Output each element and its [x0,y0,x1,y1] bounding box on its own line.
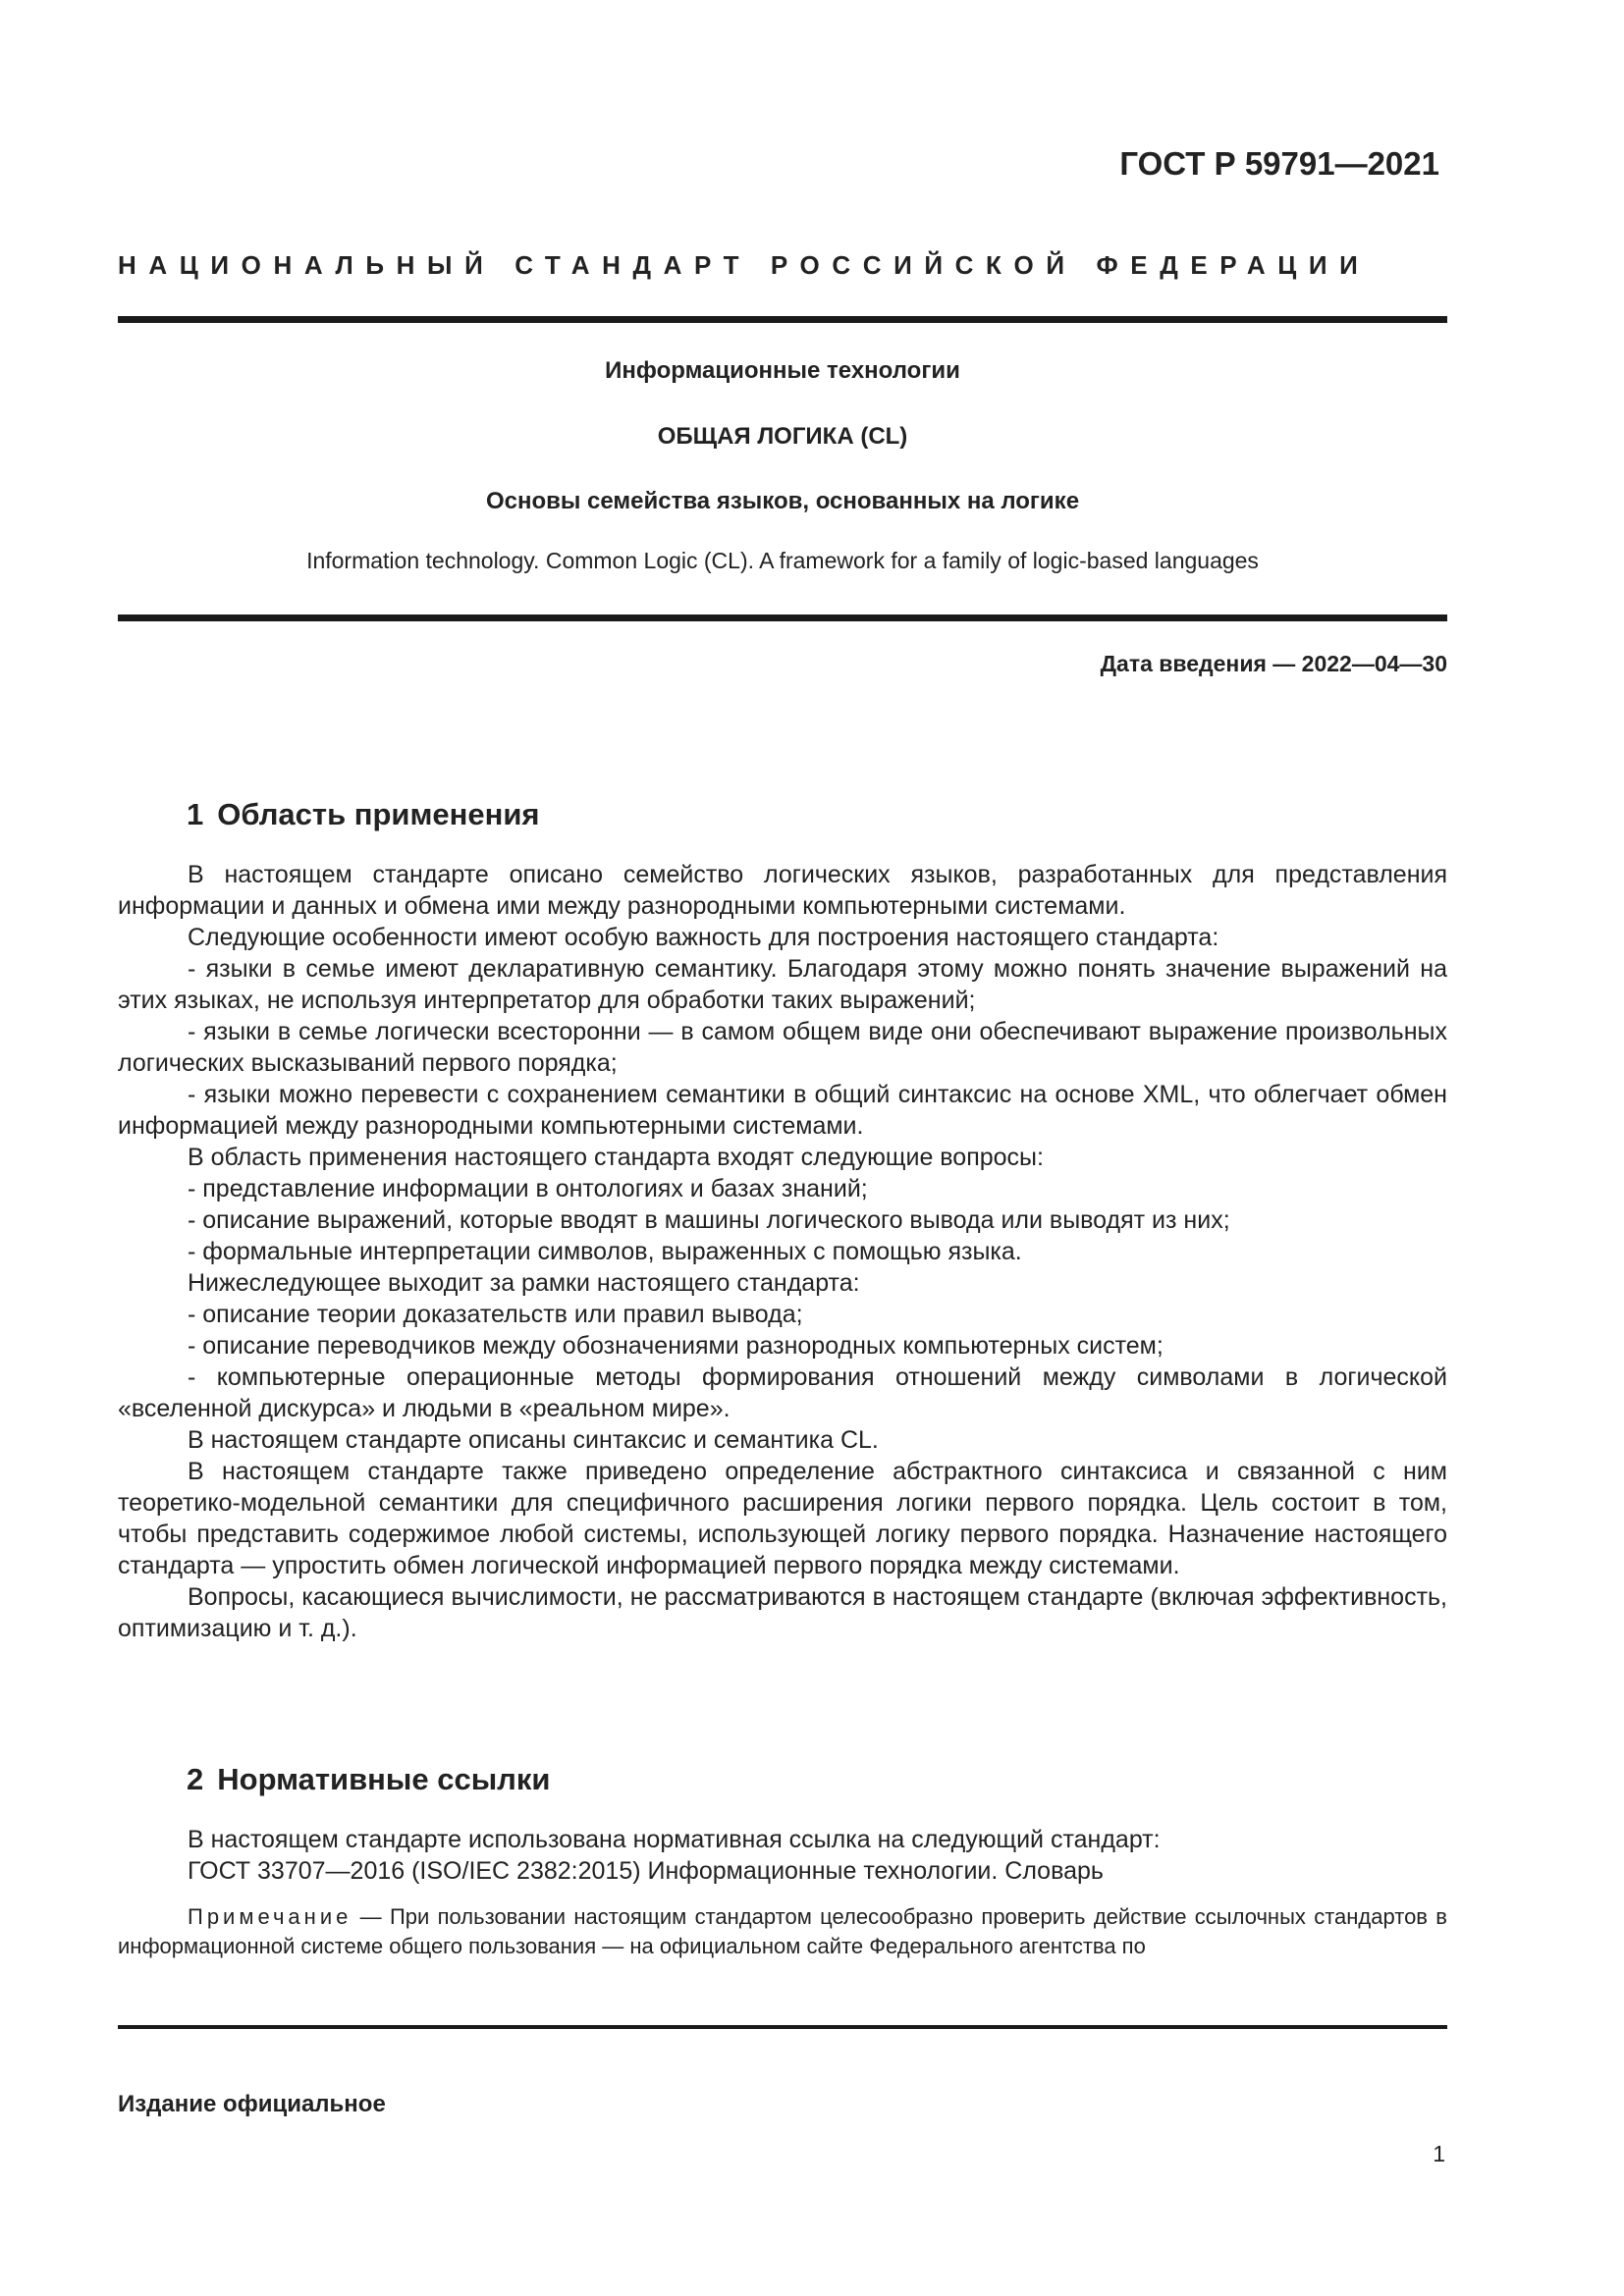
note-label: Примечание [188,1904,352,1929]
title-rule [118,614,1447,621]
footer-rule [118,2025,1447,2029]
list-item: - языки можно перевести с сохранением семантики в общий синтаксис на основе XML, что облегчает обмен информацией между разнородными компьютерными системами. [118,1081,1447,1140]
intro-date: Дата введения — 2022—04—30 [1100,651,1447,676]
section-2-note [118,1902,1447,1961]
page-number: 1 [1433,2141,1445,2166]
paragraph: В настоящем стандарте описано семейство логических языков, разработанных для представления информации и данных и обмена ими между разнородными компьютерными системами. [118,861,1447,920]
note-text: — При пользовании настоящим стандартом целесообразно проверить действие ссылочных стандартов в информационной системе общего пользования — на официальном сайте Федерального агентства по [118,1904,1447,1958]
paragraph: В настоящем стандарте также приведено определение абстрактного синтаксиса и связанной с ним теоретико-модельной семантики для специфичного расширения логики первого порядка. Цель состоит в том, чтобы представить содержимое любой системы, использующей логику первого порядка. Назначение настоящего стандарта — упростить обмен логической информацией первого порядка между системами. [118,1458,1447,1579]
paragraph: В настоящем стандарте описаны синтаксис и семантика CL. [188,1426,879,1454]
list-item: - представление информации в онтологиях и базах знаний; [188,1175,868,1202]
section-1-number: 1 [187,797,204,831]
title-line-3: Основы семейства языков, основанных на логике [485,488,1080,514]
title-line-2: ОБЩАЯ ЛОГИКА (CL) [657,423,908,450]
paragraph: Вопросы, касающиеся вычислимости, не рассматриваются в настоящем стандарте (включая эффективность, оптимизацию и т. д.). [118,1583,1447,1642]
section-2-title: Нормативные ссылки [217,1762,551,1796]
national-standard-header: НАЦИОНАЛЬНЫЙ СТАНДАРТ РОССИЙСКОЙ ФЕДЕРАЦИИ [118,250,1371,280]
paragraph: Следующие особенности имеют особую важность для построения настоящего стандарта: [188,924,1219,951]
paragraph: В настоящем стандарте использована нормативная ссылка на следующий стандарт: [188,1826,1161,1853]
list-item: - языки в семье логически всесторонни — в самом общем виде они обеспечивают выражение произвольных логических высказываний первого порядка; [118,1018,1447,1077]
section-1-heading [187,797,540,832]
list-item: - формальные интерпретации символов, выраженных с помощью языка. [188,1238,1022,1265]
official-edition-label: Издание официальное [118,2091,386,2117]
section-1-body [118,859,1447,1644]
title-line-1: Информационные технологии [605,357,960,384]
section-1-title: Область применения [217,797,540,831]
list-item: - языки в семье имеют декларативную семантику. Благодаря этому можно понять значение выражений на этих языках, не используя интерпретатор для обработки таких выражений; [118,955,1447,1014]
paragraph: В область применения настоящего стандарта входят следующие вопросы: [188,1144,1044,1171]
list-item: - описание переводчиков между обозначениями разнородных компьютерных систем; [188,1332,1164,1360]
list-item: - описание теории доказательств или правил вывода; [188,1301,803,1328]
reference-item: ГОСТ 33707—2016 (ISO/IEC 2382:2015) Информационные технологии. Словарь [188,1857,1104,1885]
section-2-body [118,1824,1447,1887]
note-paragraph [118,1902,1447,1961]
section-2-heading [187,1762,550,1797]
section-2-number: 2 [187,1762,204,1796]
list-item: - компьютерные операционные методы формирования отношений между символами в логической «вселенной дискурса» и людьми в «реальном мире». [118,1363,1447,1422]
paragraph: Нижеследующее выходит за рамки настоящего стандарта: [188,1269,860,1297]
title-english: Information technology. Common Logic (CL). A framework for a family of logic-based languages [306,548,1259,573]
header-rule [118,316,1447,323]
list-item: - описание выражений, которые вводят в машины логического вывода или выводят из них; [188,1206,1230,1234]
document-code: ГОСТ Р 59791—2021 [1119,145,1439,182]
